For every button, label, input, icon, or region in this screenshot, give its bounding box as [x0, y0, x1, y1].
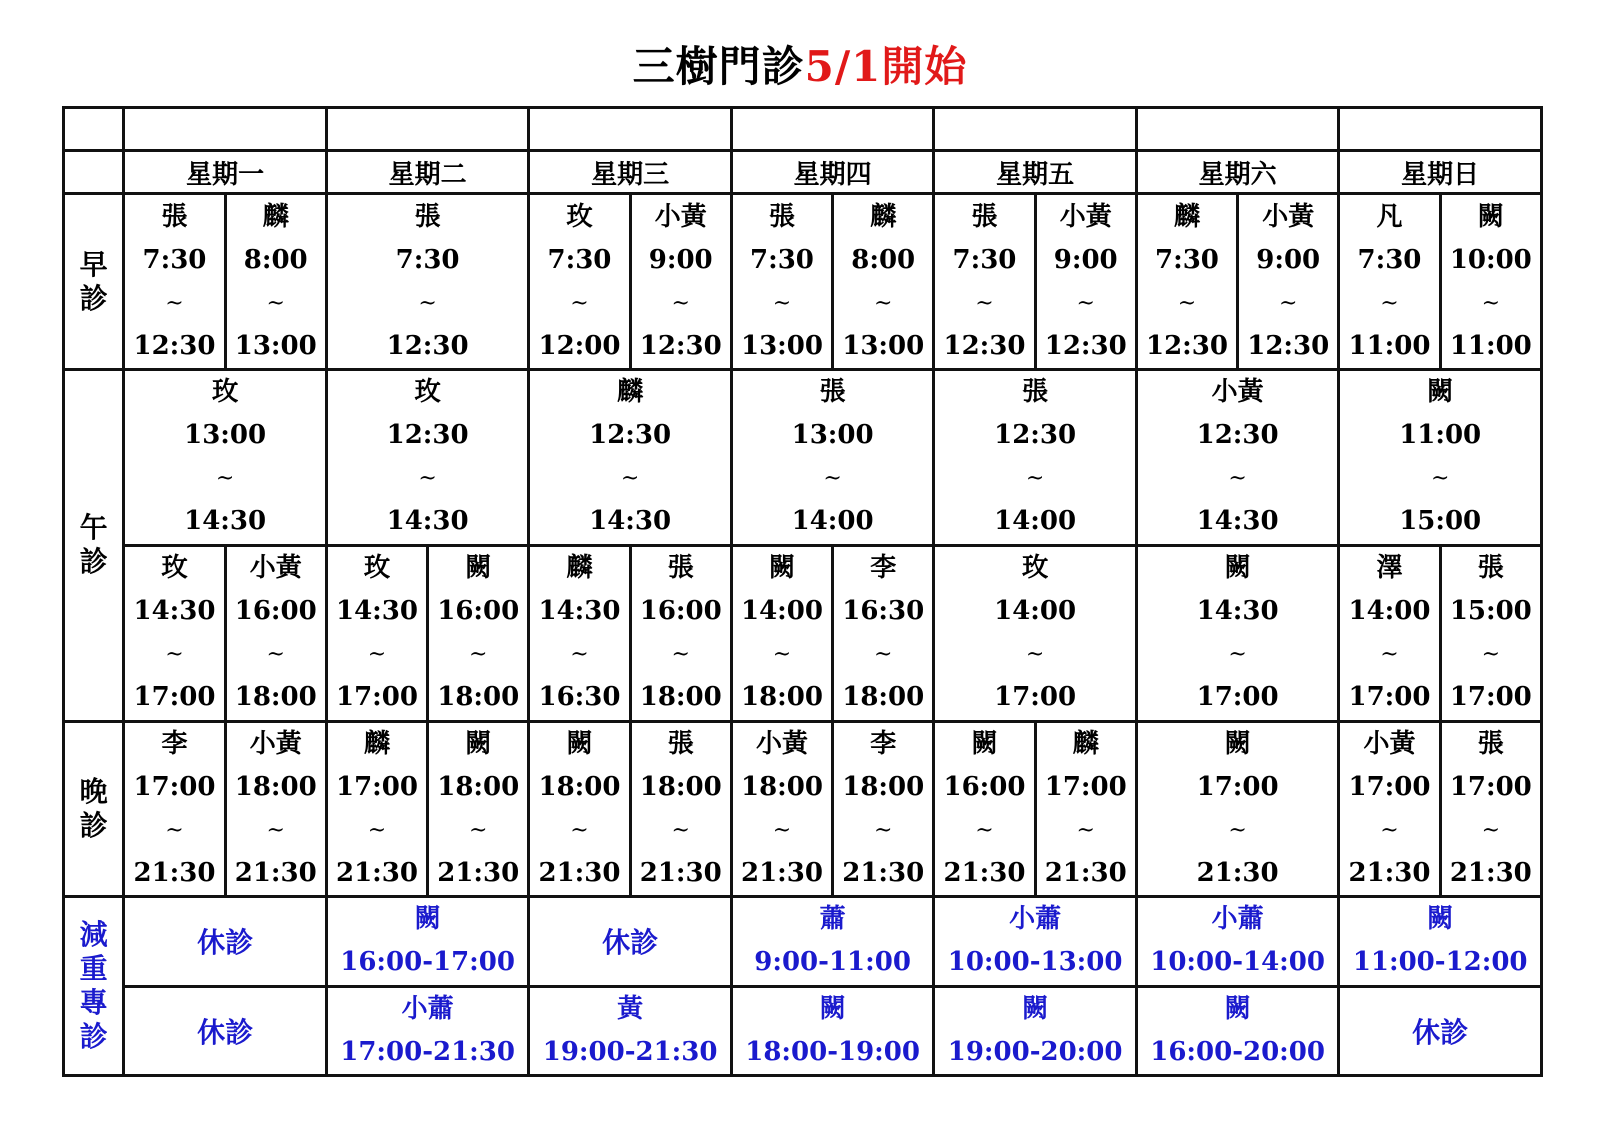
blank-cell	[934, 108, 1137, 151]
weight-loss-cell: 闕 11:00-12:00	[1339, 897, 1542, 986]
schedule-cell: 小黃 16:00 ~ 18:00	[225, 545, 326, 721]
weight-loss-cell: 小蕭 10:00-13:00	[934, 897, 1137, 986]
schedule-cell: 玫 13:00 ~ 14:30	[124, 370, 327, 546]
schedule-cell: 麟 8:00 ~ 13:00	[833, 194, 934, 370]
day-header: 星期一	[124, 151, 327, 194]
afternoon-row-2	[64, 545, 1542, 721]
schedule-cell: 張 16:00 ~ 18:00	[630, 545, 731, 721]
schedule-cell: 張 7:30 ~ 13:00	[731, 194, 832, 370]
blank-row	[64, 108, 1542, 151]
weight-loss-cell: 闕 18:00-19:00	[731, 986, 934, 1075]
day-header: 星期日	[1339, 151, 1542, 194]
section-label-morning: 早 診	[64, 194, 124, 370]
schedule-cell: 闕 14:00 ~ 18:00	[731, 545, 832, 721]
schedule-cell: 小黃 18:00 ~ 21:30	[731, 721, 832, 897]
clinic-schedule-table	[62, 106, 1543, 1077]
day-header: 星期五	[934, 151, 1137, 194]
closed-label: 休診	[529, 897, 732, 986]
day-header: 星期三	[529, 151, 732, 194]
weight-loss-cell: 小蕭 10:00-14:00	[1136, 897, 1339, 986]
schedule-cell: 張 15:00 ~ 17:00	[1440, 545, 1541, 721]
schedule-cell: 玫 7:30 ~ 12:00	[529, 194, 630, 370]
closed-label: 休診	[124, 986, 327, 1075]
schedule-cell: 闕 11:00 ~ 15:00	[1339, 370, 1542, 546]
day-header: 星期二	[326, 151, 529, 194]
section-label-afternoon: 午 診	[64, 370, 124, 721]
schedule-cell: 小黃 18:00 ~ 21:30	[225, 721, 326, 897]
section-label-weight-loss: 減 重 專 診	[64, 897, 124, 1076]
schedule-cell: 張 17:00 ~ 21:30	[1440, 721, 1541, 897]
weight-loss-cell: 闕 19:00-20:00	[934, 986, 1137, 1075]
day-header: 星期四	[731, 151, 934, 194]
schedule-cell: 玫 12:30 ~ 14:30	[326, 370, 529, 546]
schedule-cell: 闕 14:30 ~ 17:00	[1136, 545, 1339, 721]
schedule-cell: 張 7:30 ~ 12:30	[124, 194, 225, 370]
schedule-cell: 張 13:00 ~ 14:00	[731, 370, 934, 546]
weight-loss-row-1	[64, 897, 1542, 986]
corner-cell	[64, 151, 124, 194]
schedule-cell: 麟 17:00 ~ 21:30	[1035, 721, 1136, 897]
blank-cell	[1136, 108, 1339, 151]
schedule-cell: 闕 10:00 ~ 11:00	[1440, 194, 1541, 370]
blank-cell	[64, 108, 124, 151]
schedule-cell: 小黃 17:00 ~ 21:30	[1339, 721, 1440, 897]
weight-loss-cell: 小蕭 17:00-21:30	[326, 986, 529, 1075]
blank-cell	[731, 108, 934, 151]
blank-cell	[529, 108, 732, 151]
schedule-cell: 闕 16:00 ~ 18:00	[428, 545, 529, 721]
schedule-cell: 李 17:00 ~ 21:30	[124, 721, 225, 897]
schedule-cell: 麟 12:30 ~ 14:30	[529, 370, 732, 546]
weight-loss-cell: 黃 19:00-21:30	[529, 986, 732, 1075]
weight-loss-row-2	[64, 986, 1542, 1075]
weight-loss-cell: 蕭 9:00-11:00	[731, 897, 934, 986]
page-title	[0, 36, 1600, 98]
schedule-cell: 張 18:00 ~ 21:30	[630, 721, 731, 897]
schedule-cell: 小黃 9:00 ~ 12:30	[1238, 194, 1339, 370]
schedule-cell: 玫 14:30 ~ 17:00	[124, 545, 225, 721]
evening-row	[64, 721, 1542, 897]
schedule-cell: 張 7:30 ~ 12:30	[934, 194, 1035, 370]
afternoon-row-1	[64, 370, 1542, 546]
schedule-cell: 麟 8:00 ~ 13:00	[225, 194, 326, 370]
blank-cell	[124, 108, 327, 151]
day-header: 星期六	[1136, 151, 1339, 194]
blank-cell	[326, 108, 529, 151]
schedule-cell: 張 7:30 ~ 12:30	[326, 194, 529, 370]
schedule-cell: 麟 7:30 ~ 12:30	[1136, 194, 1237, 370]
morning-row	[64, 194, 1542, 370]
blank-cell	[1339, 108, 1542, 151]
day-header-row	[64, 151, 1542, 194]
schedule-cell: 小黃 9:00 ~ 12:30	[1035, 194, 1136, 370]
schedule-cell: 小黃 12:30 ~ 14:30	[1136, 370, 1339, 546]
schedule-cell: 闕 16:00 ~ 21:30	[934, 721, 1035, 897]
schedule-cell: 麟 14:30 ~ 16:30	[529, 545, 630, 721]
section-label-evening: 晚 診	[64, 721, 124, 897]
schedule-cell: 澤 14:00 ~ 17:00	[1339, 545, 1440, 721]
schedule-cell: 闕 18:00 ~ 21:30	[529, 721, 630, 897]
closed-label: 休診	[124, 897, 327, 986]
schedule-cell: 小黃 9:00 ~ 12:30	[630, 194, 731, 370]
weight-loss-cell: 闕 16:00-17:00	[326, 897, 529, 986]
schedule-cell: 凡 7:30 ~ 11:00	[1339, 194, 1440, 370]
schedule-cell: 麟 17:00 ~ 21:30	[326, 721, 427, 897]
schedule-cell: 玫 14:00 ~ 17:00	[934, 545, 1137, 721]
schedule-cell: 張 12:30 ~ 14:00	[934, 370, 1137, 546]
schedule-cell: 李 18:00 ~ 21:30	[833, 721, 934, 897]
schedule-cell: 李 16:30 ~ 18:00	[833, 545, 934, 721]
weight-loss-cell: 闕 16:00-20:00	[1136, 986, 1339, 1075]
schedule-cell: 闕 17:00 ~ 21:30	[1136, 721, 1339, 897]
title-start-date: 5/1開始	[804, 42, 968, 91]
schedule-cell: 闕 18:00 ~ 21:30	[428, 721, 529, 897]
title-main: 三樹門診	[632, 42, 805, 91]
schedule-cell: 玫 14:30 ~ 17:00	[326, 545, 427, 721]
closed-label: 休診	[1339, 986, 1542, 1075]
